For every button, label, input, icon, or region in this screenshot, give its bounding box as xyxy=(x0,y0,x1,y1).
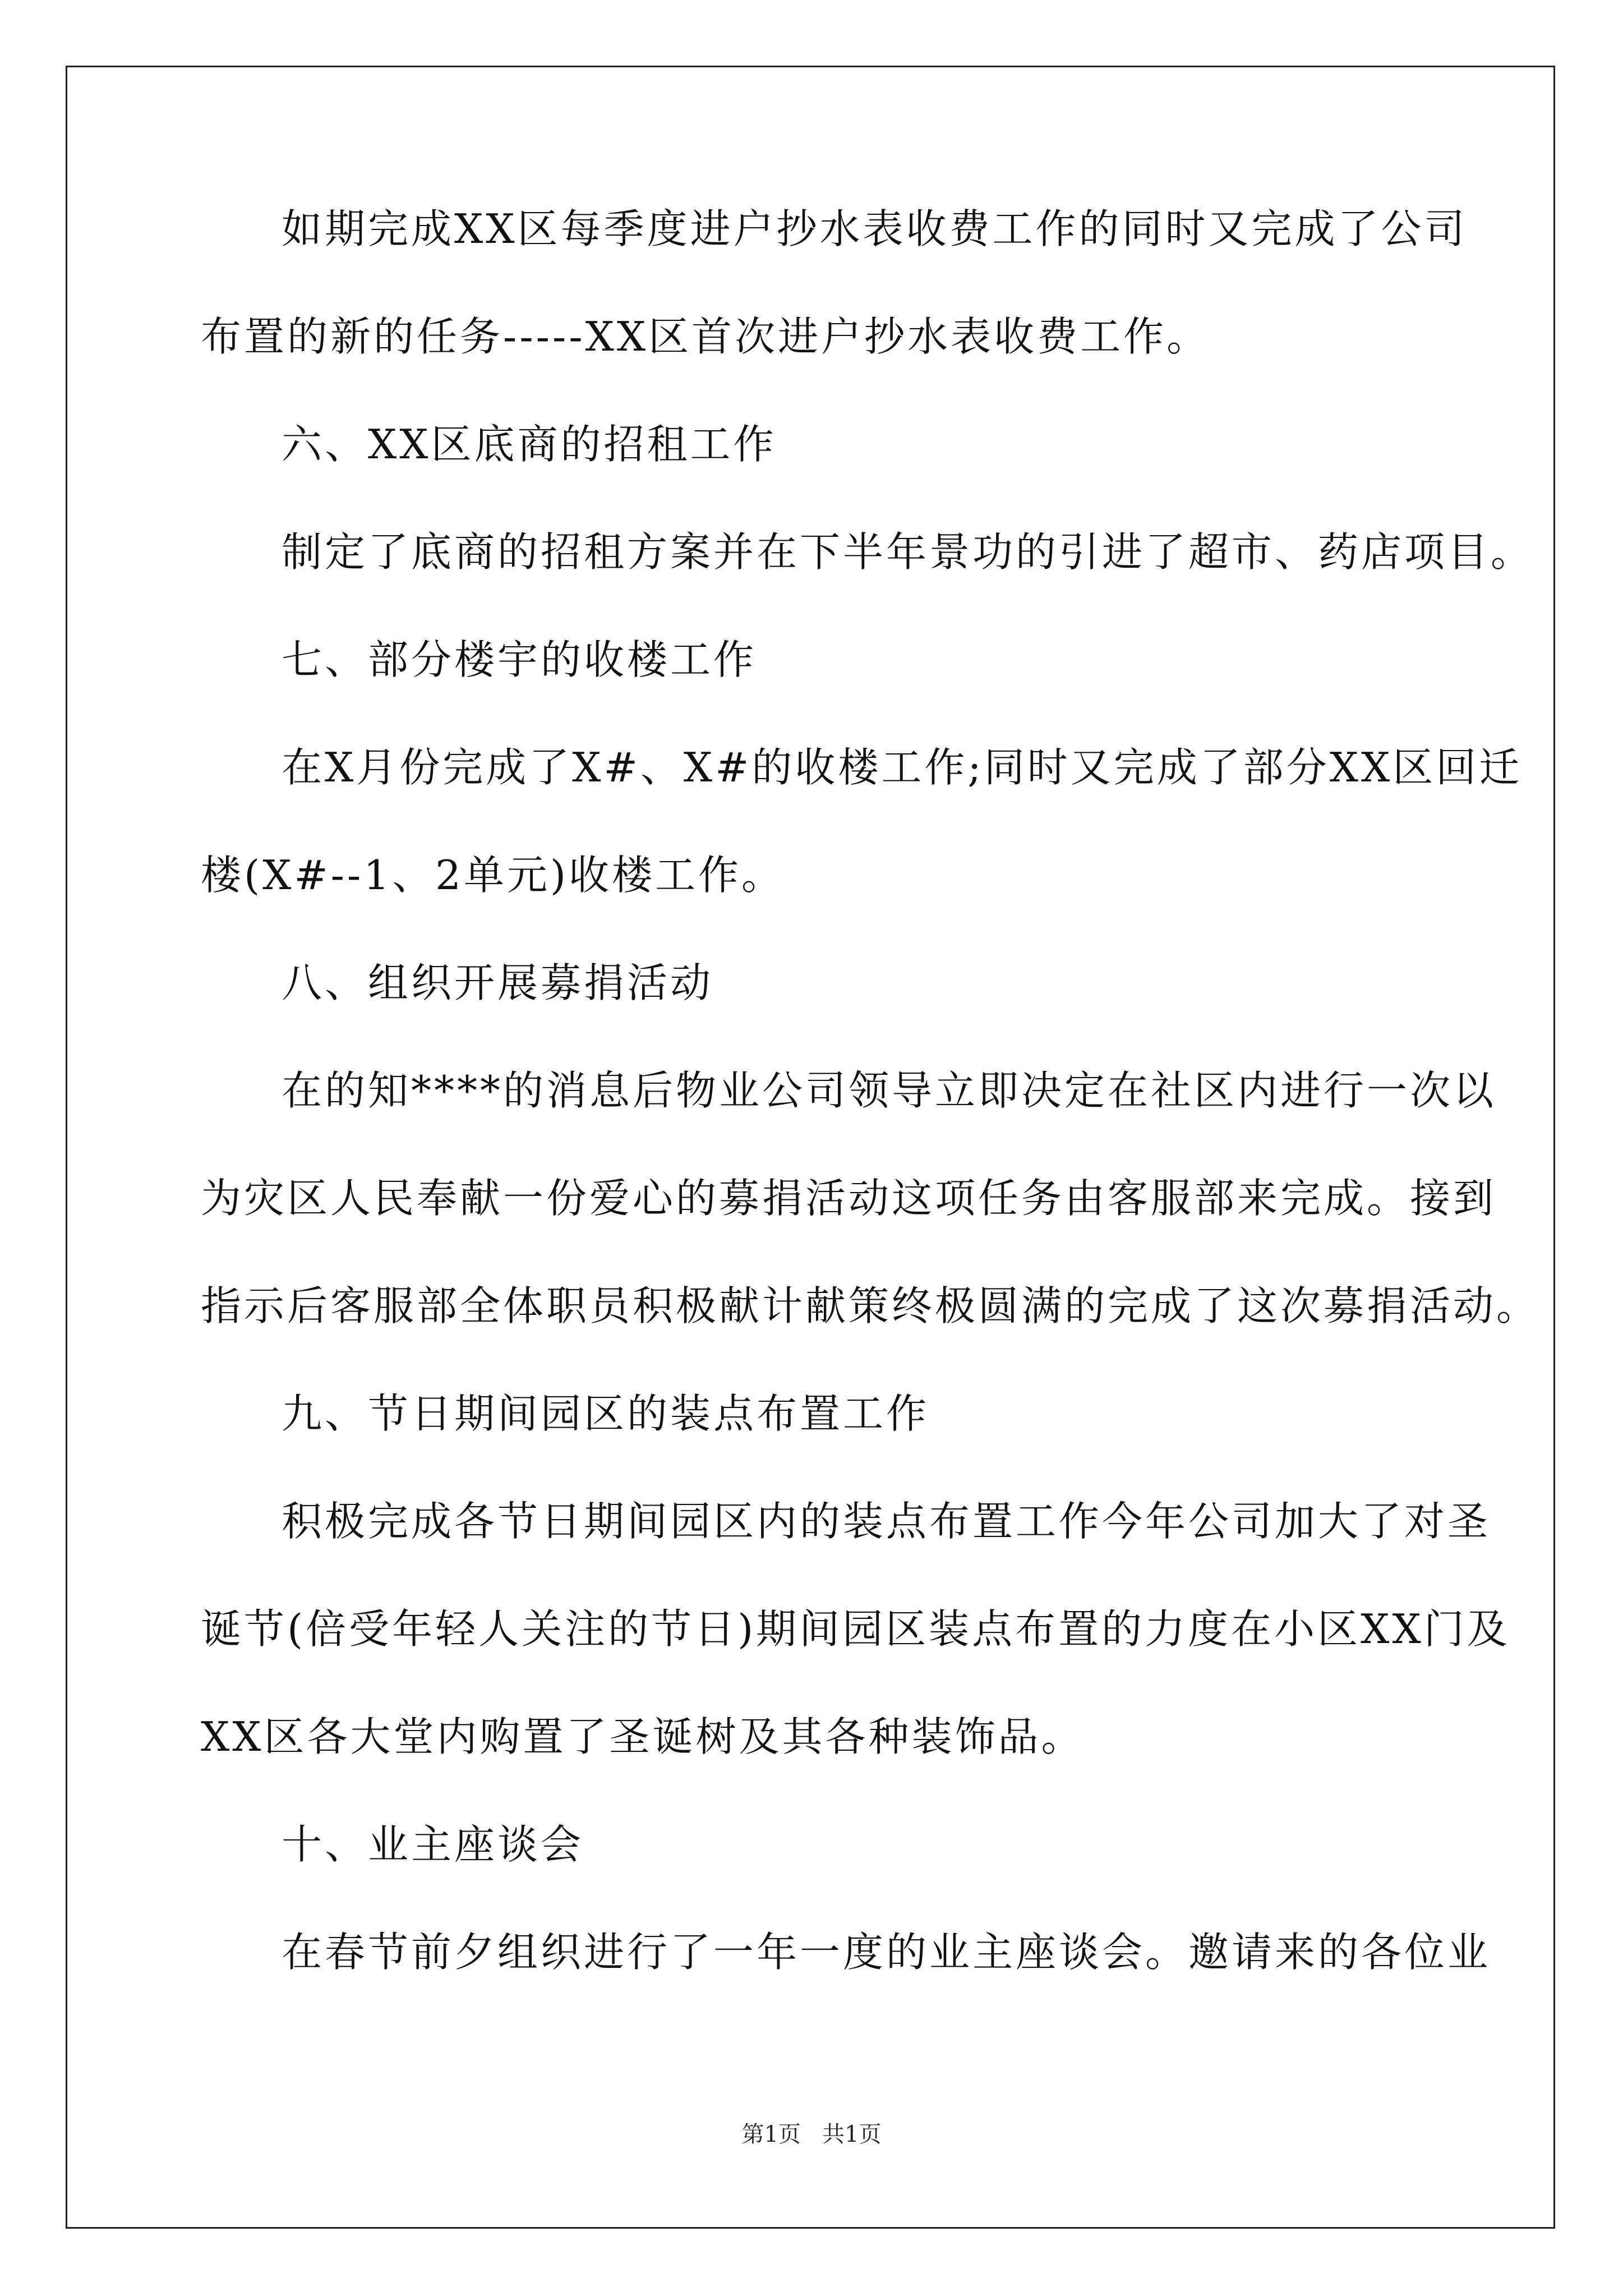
paragraph-line: 指示后客服部全体职员积极献计献策终极圆满的完成了这次募捐活动。 xyxy=(201,1282,1540,1329)
section-heading: 六、XX区底商的招租工作 xyxy=(282,421,777,468)
section-heading: 七、部分楼宇的收楼工作 xyxy=(282,636,757,683)
paragraph-line: 如期完成XX区每季度进户抄水表收费工作的同时又完成了公司 xyxy=(282,205,1468,252)
paragraph-line: 为灾区人民奉献一份爱心的募捐活动这项任务由客服部来完成。接到 xyxy=(201,1175,1497,1222)
section-heading: 十、业主座谈会 xyxy=(282,1821,584,1868)
paragraph-line: 布置的新的任务-----XX区首次进户抄水表收费工作。 xyxy=(201,313,1210,360)
paragraph-line: 制定了底商的招租方案并在下半年景功的引进了超市、药店项目。 xyxy=(282,528,1534,576)
paragraph-line: 楼(X#--1、2单元)收楼工作。 xyxy=(201,852,785,899)
paragraph-line: 在春节前夕组织进行了一年一度的业主座谈会。邀请来的各位业 xyxy=(282,1929,1491,1976)
section-heading: 九、节日期间园区的装点布置工作 xyxy=(282,1390,930,1437)
paragraph-line: XX区各大堂内购置了圣诞树及其各种装饰品。 xyxy=(201,1713,1085,1760)
page-border xyxy=(66,66,1555,2229)
paragraph-line: 积极完成各节日期间园区内的装点布置工作今年公司加大了对圣 xyxy=(282,1498,1491,1545)
page-number-footer: 第1页 共1页 xyxy=(741,2122,882,2147)
paragraph-line: 在X月份完成了X#、X#的收楼工作;同时又完成了部分XX区回迁 xyxy=(282,744,1523,791)
section-heading: 八、组织开展募捐活动 xyxy=(282,959,714,1006)
paragraph-line: 在的知****的消息后物业公司领导立即决定在社区内进行一次以 xyxy=(282,1067,1497,1114)
paragraph-line: 诞节(倍受年轻人关注的节日)期间园区装点布置的力度在小区XX门及 xyxy=(201,1605,1510,1653)
